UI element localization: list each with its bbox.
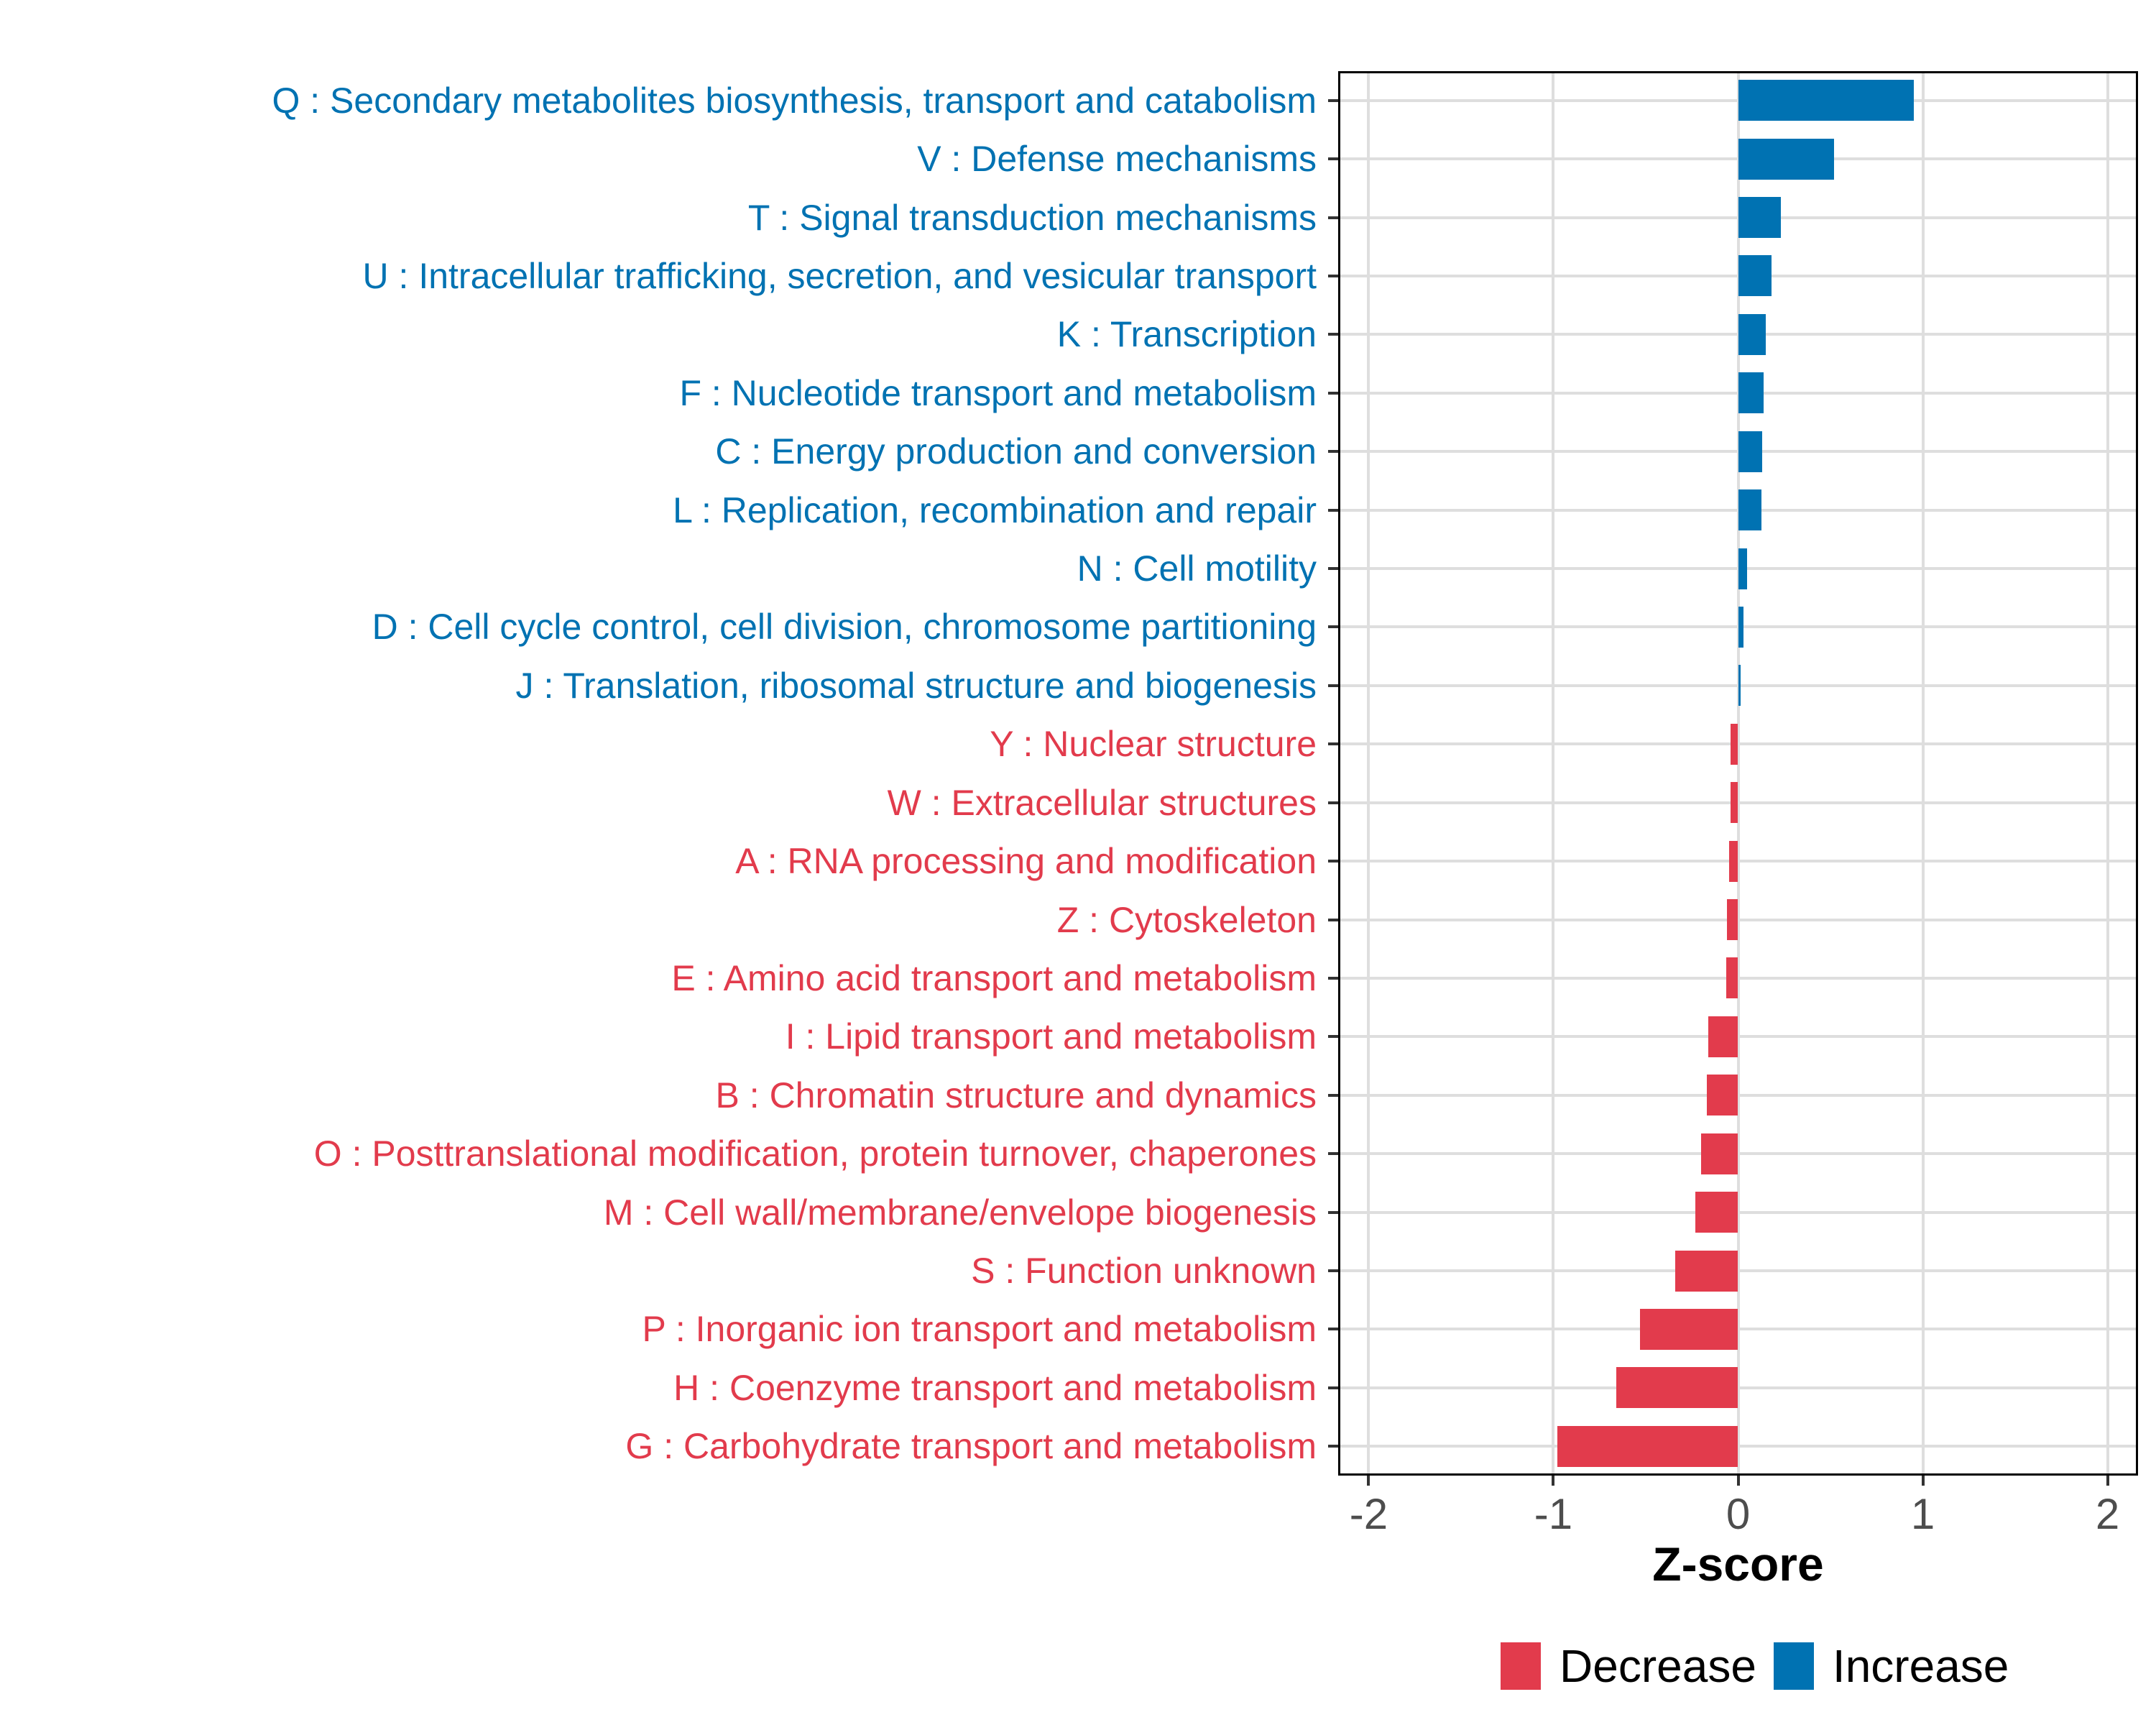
gridline-row-W [1340,801,2136,804]
x-tick-label-0: 0 [1726,1490,1751,1538]
category-label-B: B : Chromatin structure and dynamics [715,1075,1317,1116]
category-label-J: J : Translation, ribosomal structure and biogenesis [515,665,1317,706]
gridline-row-Y [1340,742,2136,745]
category-label-Q: Q : Secondary metabolites biosynthesis, transport and catabolism [272,80,1317,121]
y-tick-C [1328,450,1338,453]
y-tick-L [1328,509,1338,512]
bar-Z [1727,899,1738,940]
category-label-O: O : Posttranslational modification, protein turnover, chaperones [313,1133,1317,1174]
bar-C [1738,431,1762,472]
x-tick-label--1: -1 [1534,1490,1573,1538]
bar-L [1738,489,1761,530]
y-tick-H [1328,1386,1338,1389]
y-tick-G [1328,1445,1338,1448]
bar-Q [1738,80,1914,121]
bar-A [1729,841,1738,882]
category-label-H: H : Coenzyme transport and metabolism [673,1367,1317,1408]
bar-H [1616,1367,1738,1408]
y-tick-Y [1328,742,1338,745]
y-tick-N [1328,567,1338,570]
y-tick-E [1328,977,1338,980]
x-axis-title: Z-score [1652,1537,1824,1591]
category-label-D: D : Cell cycle control, cell division, chromosome partitioning [372,607,1317,648]
gridline-row-E [1340,977,2136,980]
y-tick-F [1328,392,1338,395]
gridline-row-Z [1340,919,2136,921]
y-tick-U [1328,275,1338,277]
y-tick-V [1328,157,1338,160]
x-tick-label-1: 1 [1910,1490,1935,1538]
x-tick-2 [2106,1476,2109,1486]
category-label-N: N : Cell motility [1077,548,1317,589]
legend-key-increase-swatch [1774,1642,1814,1690]
legend-label-increase: Increase [1832,1640,2009,1692]
legend-label-decrease: Decrease [1560,1640,1756,1692]
y-tick-W [1328,801,1338,804]
bar-U [1738,255,1772,296]
category-label-T: T : Signal transduction mechanisms [747,197,1317,238]
x-tick-1 [1922,1476,1925,1486]
category-label-F: F : Nucleotide transport and metabolism [679,372,1317,413]
category-label-M: M : Cell wall/membrane/envelope biogenesis [603,1192,1317,1233]
gridline-row-M [1340,1211,2136,1214]
category-label-L: L : Replication, recombination and repair [673,489,1317,530]
plot-panel [1338,71,2138,1476]
bar-I [1708,1016,1738,1057]
gridline-row-O [1340,1152,2136,1155]
y-tick-B [1328,1094,1338,1097]
y-tick-P [1328,1328,1338,1330]
bar-F [1738,372,1764,413]
y-tick-O [1328,1152,1338,1155]
category-label-Z: Z : Cytoskeleton [1056,899,1317,940]
gridline-row-H [1340,1386,2136,1389]
x-tick--2 [1367,1476,1370,1486]
bar-B [1707,1075,1738,1116]
bar-P [1640,1309,1738,1350]
bar-O [1701,1133,1738,1174]
x-tick--1 [1552,1476,1554,1486]
x-tick-label-2: 2 [2095,1490,2120,1538]
legend [1501,1637,2009,1695]
gridline-row-G [1340,1445,2136,1448]
y-tick-Z [1328,919,1338,921]
category-label-Y: Y : Nuclear structure [990,724,1317,765]
y-tick-A [1328,860,1338,862]
category-label-C: C : Energy production and conversion [715,431,1317,472]
category-label-I: I : Lipid transport and metabolism [785,1016,1317,1057]
gridline-row-S [1340,1269,2136,1272]
x-tick-label--2: -2 [1349,1490,1388,1538]
bar-M [1695,1192,1738,1233]
y-tick-I [1328,1035,1338,1038]
y-tick-M [1328,1211,1338,1214]
category-label-V: V : Defense mechanisms [917,139,1317,180]
bar-Y [1731,724,1738,765]
category-label-W: W : Extracellular structures [887,782,1317,823]
bar-N [1738,548,1748,589]
category-label-S: S : Function unknown [971,1251,1317,1292]
bar-S [1675,1251,1738,1292]
bar-W [1731,782,1738,823]
gridline-row-P [1340,1328,2136,1330]
category-label-A: A : RNA processing and modification [735,841,1317,882]
y-tick-T [1328,216,1338,219]
x-tick-0 [1737,1476,1740,1486]
category-label-P: P : Inorganic ion transport and metabolism [642,1309,1317,1350]
bar-D [1738,607,1744,648]
gridline-row-I [1340,1035,2136,1038]
y-tick-Q [1328,99,1338,102]
y-tick-S [1328,1269,1338,1272]
bar-T [1738,197,1781,238]
bar-E [1726,957,1738,998]
gridline-x--1 [1552,73,1554,1473]
y-tick-J [1328,684,1338,687]
bar-K [1738,314,1766,355]
legend-key-decrease-swatch [1501,1642,1541,1690]
bar-V [1738,139,1835,180]
bar-G [1557,1426,1738,1467]
category-label-G: G : Carbohydrate transport and metabolism [625,1426,1317,1467]
category-label-E: E : Amino acid transport and metabolism [671,957,1317,998]
bar-J [1738,665,1741,706]
gridline-x-2 [2106,73,2109,1473]
gridline-x-1 [1922,73,1925,1473]
gridline-row-B [1340,1094,2136,1097]
category-label-K: K : Transcription [1056,314,1317,355]
gridline-x--2 [1367,73,1370,1473]
category-label-U: U : Intracellular trafficking, secretion, and vesicular transport [362,255,1317,296]
y-tick-K [1328,333,1338,336]
gridline-row-A [1340,860,2136,862]
y-tick-D [1328,625,1338,628]
